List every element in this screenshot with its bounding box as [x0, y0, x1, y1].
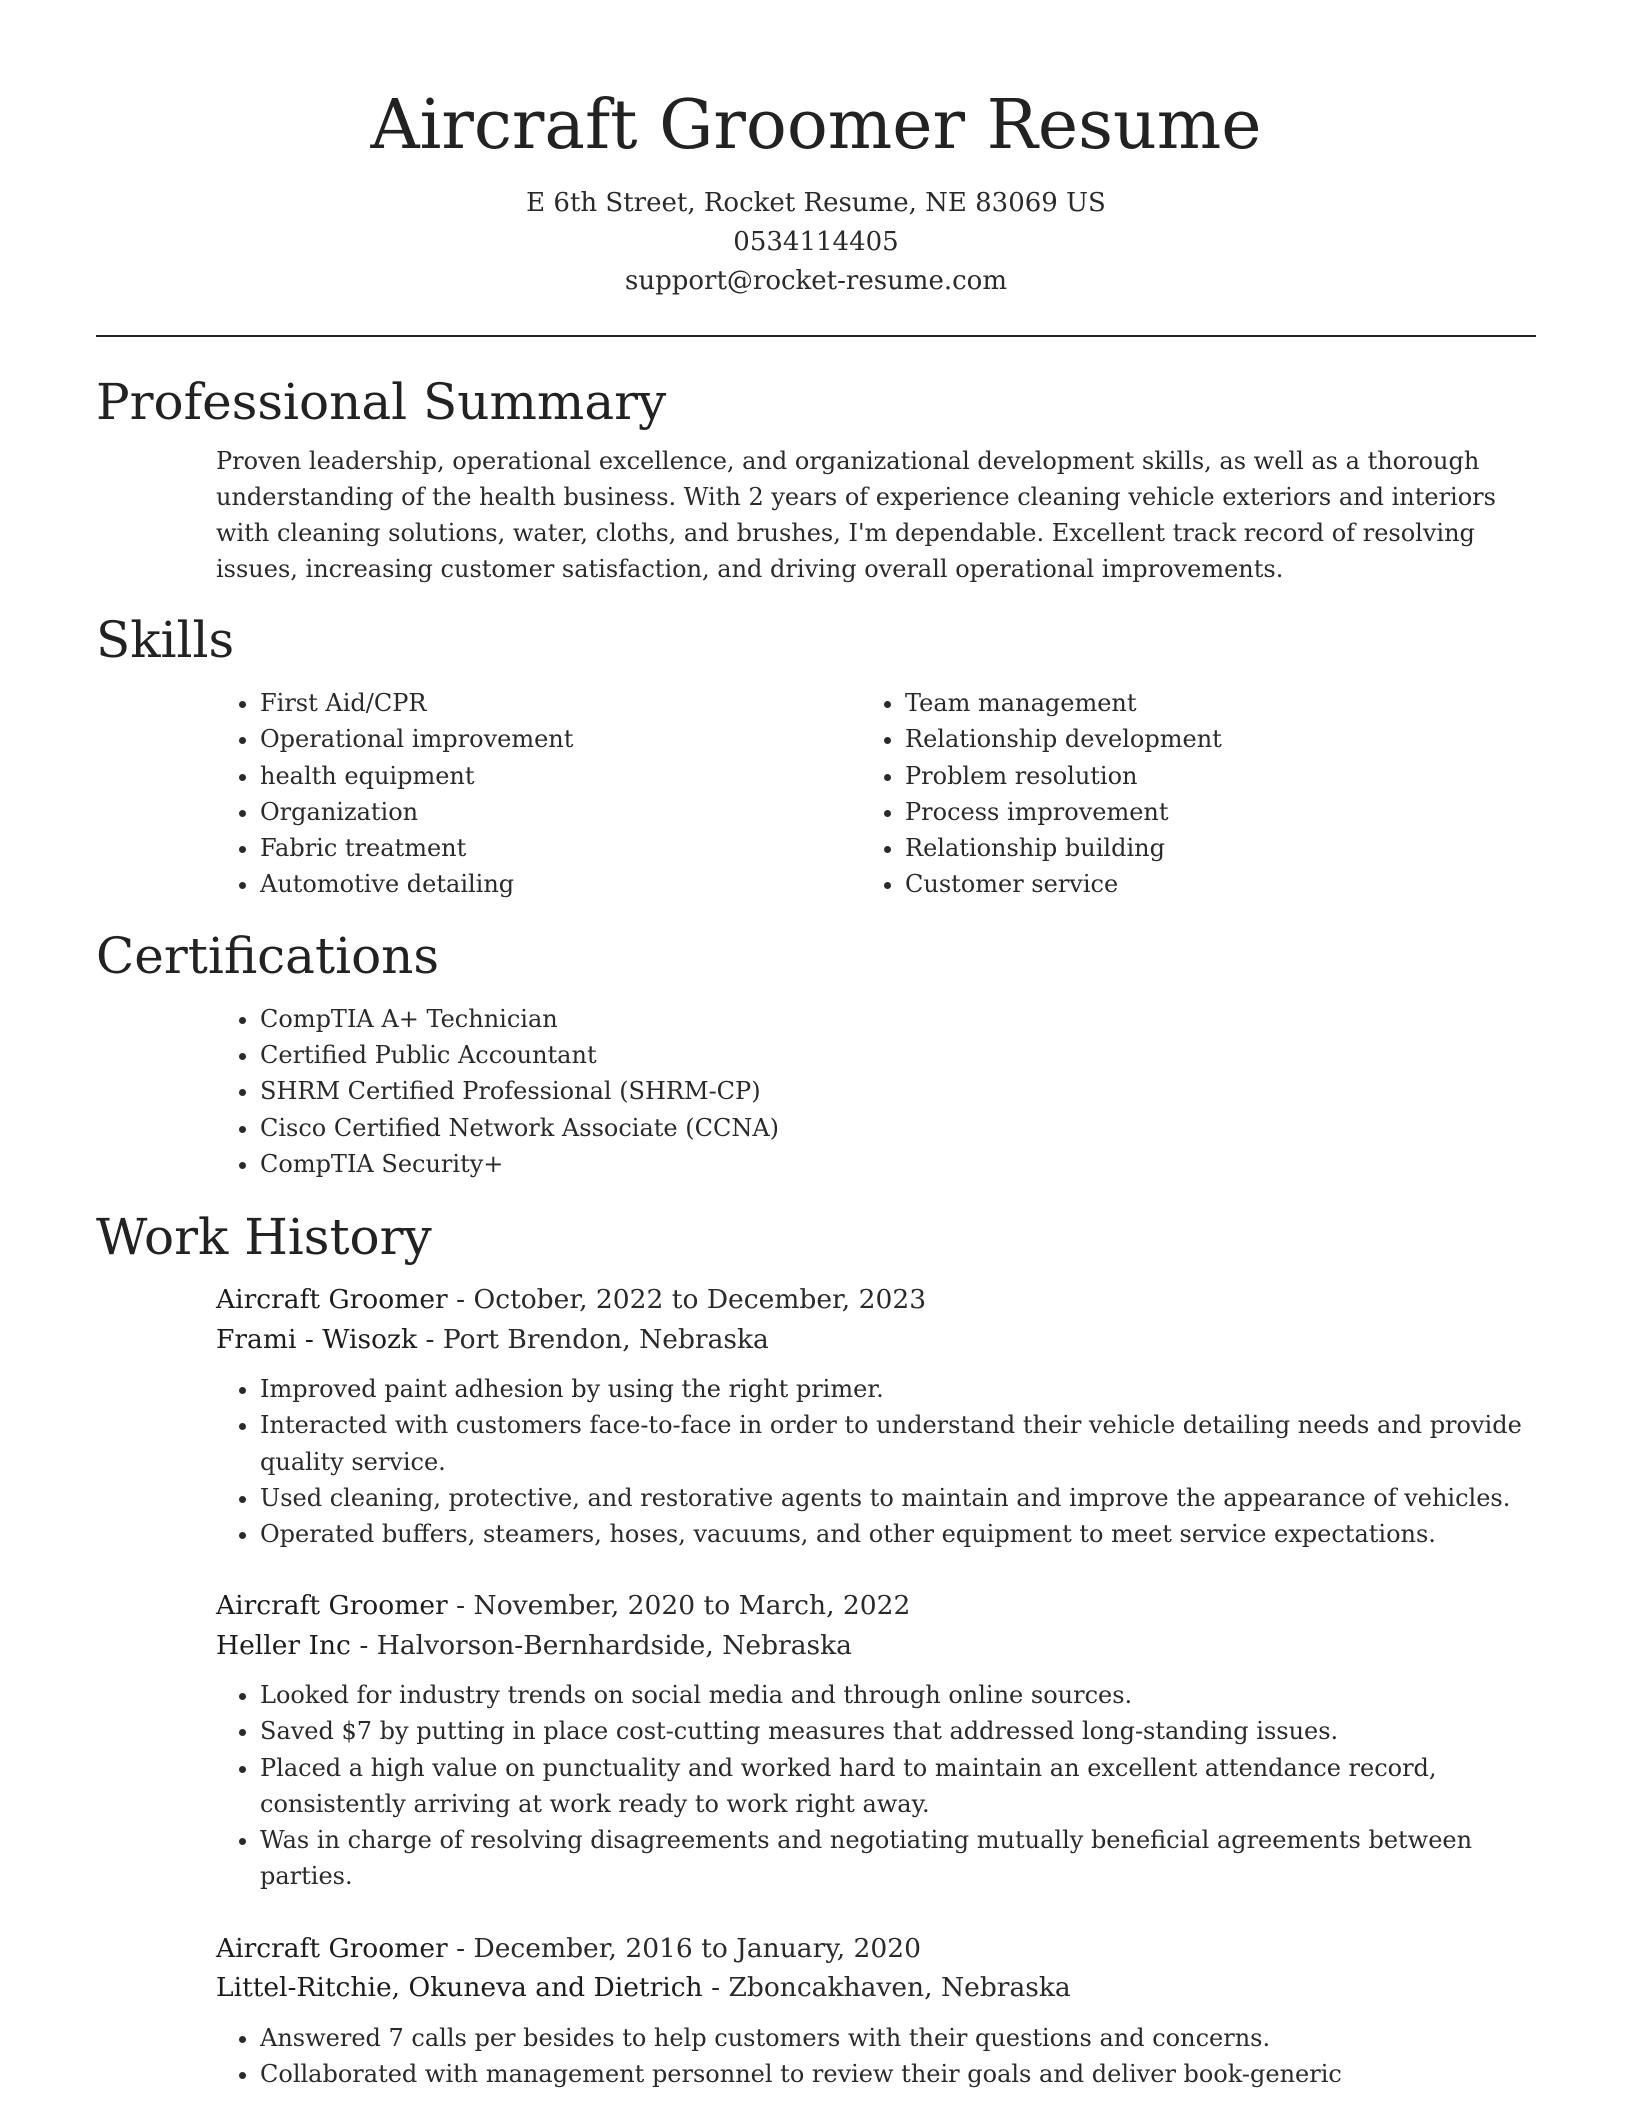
certifications-list — [96, 1001, 1536, 1182]
job-title-line — [216, 1929, 1536, 1969]
certification-item: • SHRM Certified Professional (SHRM-CP) — [260, 1073, 1536, 1109]
job-bullet: • Improved paint adhesion by using the right primer. — [260, 1371, 1536, 1407]
job-bullet: • Placed a high value on punctuality and worked hard to maintain an excellent attendance record, consistently arriving at work ready to work right away. — [260, 1750, 1536, 1822]
skill-item: • Fabric treatment — [260, 830, 891, 866]
job-company-line — [216, 1968, 1536, 2008]
header-divider — [96, 335, 1536, 337]
skill-item: • Organization — [260, 794, 891, 830]
section-certifications — [96, 925, 1536, 1182]
job-bullet: • Looked for industry trends on social media and through online sources. — [260, 1677, 1536, 1713]
job-dates: - December, 2016 to January, 2020 — [447, 1932, 921, 1964]
job-entry — [216, 1586, 1536, 1894]
section-heading-work-history: Work History — [96, 1208, 432, 1267]
certification-item: • Certified Public Accountant — [260, 1037, 1536, 1073]
job-location: - Port Brendon, Nebraska — [417, 1323, 769, 1355]
contact-block — [96, 184, 1536, 301]
resume-title: Aircraft Groomer Resume — [370, 86, 1262, 165]
resume-page — [96, 0, 1536, 2092]
section-heading-certifications: Certifications — [96, 926, 440, 985]
job-bullets — [216, 1371, 1536, 1552]
skill-item: • health equipment — [260, 758, 891, 794]
skill-item: • First Aid/CPR — [260, 685, 891, 721]
job-company-line — [216, 1320, 1536, 1360]
job-bullet: • Was in charge of resolving disagreements and negotiating mutually beneficial agreements between parties. — [260, 1822, 1536, 1894]
job-company: Littel-Ritchie, Okuneva and Dietrich — [216, 1972, 703, 2003]
job-title-line — [216, 1586, 1536, 1626]
certification-item: • CompTIA A+ Technician — [260, 1001, 1536, 1037]
job-location: - Halvorson-Bernhardside, Nebraska — [350, 1629, 852, 1661]
job-bullet: • Collaborated with management personnel to review their goals and deliver book-generic — [260, 2056, 1536, 2092]
job-dates: - November, 2020 to March, 2022 — [447, 1590, 911, 1622]
job-entry — [216, 1280, 1536, 1552]
section-skills — [96, 609, 1536, 903]
skill-item: • Relationship building — [905, 830, 1536, 866]
job-company: Frami - Wisozk — [216, 1323, 418, 1355]
contact-address: E 6th Street, Rocket Resume, NE 83069 US — [526, 188, 1106, 218]
skill-item: • Customer service — [905, 866, 1536, 902]
job-bullets — [216, 2020, 1536, 2092]
contact-phone: 0534114405 — [733, 227, 899, 257]
skill-item: • Problem resolution — [905, 758, 1536, 794]
skill-item: • Operational improvement — [260, 721, 891, 757]
contact-email: support@rocket-resume.com — [624, 266, 1007, 296]
job-location: - Zboncakhaven, Nebraska — [702, 1972, 1071, 2003]
skill-item: • Process improvement — [905, 794, 1536, 830]
section-professional-summary — [96, 371, 1536, 587]
job-bullet: • Used cleaning, protective, and restorative agents to maintain and improve the appearance of vehicles. — [260, 1480, 1536, 1516]
job-title: Aircraft Groomer — [216, 1284, 448, 1316]
job-bullet: • Interacted with customers face-to-face in order to understand their vehicle detailing needs and provide quality service. — [260, 1407, 1536, 1479]
skills-grid — [96, 685, 1536, 903]
section-work-history — [96, 1206, 1536, 2092]
skills-column-right — [891, 685, 1536, 903]
job-title: Aircraft Groomer — [216, 1590, 448, 1622]
job-bullet: • Operated buffers, steamers, hoses, vacuums, and other equipment to meet service expectations. — [260, 1516, 1536, 1552]
certification-item: • CompTIA Security+ — [260, 1146, 1536, 1182]
job-company-line — [216, 1626, 1536, 1666]
job-bullet: • Saved $7 by putting in place cost-cutting measures that addressed long-standing issues. — [260, 1713, 1536, 1749]
section-heading-skills: Skills — [96, 611, 235, 669]
job-bullets — [216, 1677, 1536, 1894]
job-title-line — [216, 1280, 1536, 1320]
skill-item: • Relationship development — [905, 721, 1536, 757]
job-bullet: • Answered 7 calls per besides to help customers with their questions and concerns. — [260, 2020, 1536, 2056]
skills-column-left — [96, 685, 891, 903]
certification-item: • Cisco Certified Network Associate (CCNA) — [260, 1110, 1536, 1146]
skill-item: • Automotive detailing — [260, 866, 891, 902]
section-heading-summary: Professional Summary — [96, 373, 667, 431]
job-title: Aircraft Groomer — [216, 1932, 448, 1964]
job-entry — [216, 1929, 1536, 2092]
job-dates: - October, 2022 to December, 2023 — [447, 1284, 927, 1316]
summary-text: Proven leadership, operational excellence, and organizational development skills, as well as a thorough understanding of the health business. With 2 years of experience cleaning vehicle exteriors and interiors with cleaning solutions, water, cloths, and brushes, I'm dependable. Excellent track record of resolving issues, increasing customer satisfaction, and driving overall operational improvements. — [216, 447, 1496, 583]
job-company: Heller Inc — [216, 1629, 351, 1661]
skill-item: • Team management — [905, 685, 1536, 721]
